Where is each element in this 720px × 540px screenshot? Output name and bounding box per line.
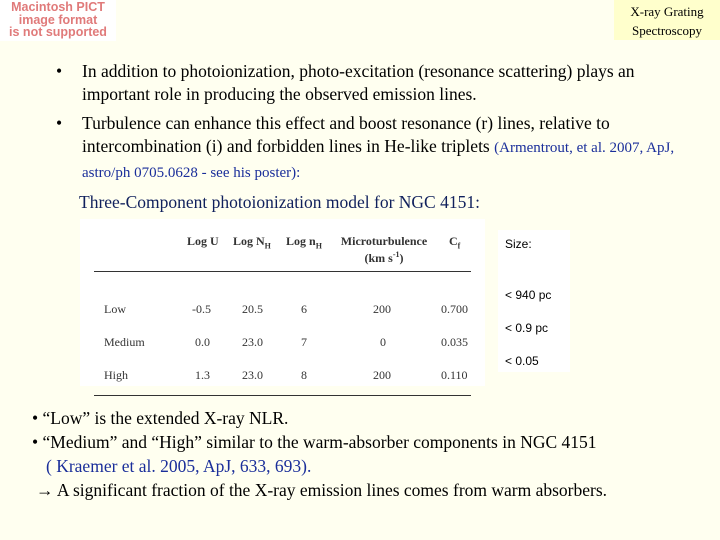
- cell-log-nh: 20.5: [242, 302, 263, 316]
- cell-log-n: 7: [301, 335, 307, 349]
- pict-line-2: image format: [18, 12, 98, 27]
- note-citation: ( Kraemer et al. 2005, ApJ, 633, 693).: [46, 456, 312, 476]
- size-column: [498, 230, 570, 372]
- cell-log-u: 0.0: [195, 335, 210, 349]
- bullet-list: [56, 60, 696, 191]
- row-name: High: [104, 368, 128, 382]
- cell-micro: 200: [373, 302, 391, 316]
- corner-label: [614, 0, 720, 40]
- bullet-citation: (Armentrout, et al. 2007, ApJ, astro/ph 0705.0628 - see his poster):: [82, 140, 675, 181]
- cell-log-n: 6: [301, 302, 307, 316]
- row-name: Medium: [104, 335, 145, 349]
- bullet-item: [56, 60, 696, 106]
- note-medium-high: • “Medium” and “High” similar to the warm-absorber components in NGC 4151: [32, 432, 597, 452]
- cell-log-nh: 23.0: [242, 368, 263, 382]
- size-header: Size:: [505, 237, 532, 251]
- cell-cf: 0.110: [441, 368, 468, 382]
- cell-log-u: 1.3: [195, 368, 210, 382]
- bullet-item: [56, 112, 696, 185]
- subheading: Three-Component photoionization model for NGC 4151:: [79, 192, 480, 212]
- table-bottom-rule: [94, 395, 471, 396]
- table-header: [94, 229, 471, 272]
- model-table: [80, 219, 485, 386]
- bullet-text: In addition to photoionization, photo-excitation (resonance scattering) plays an important role in producing the observed emission lines.: [82, 61, 635, 104]
- table-row: [94, 356, 471, 389]
- cell-cf: 0.035: [441, 335, 468, 349]
- bullet-dot: •: [56, 113, 63, 133]
- corner-line-2: Spectroscopy: [631, 23, 703, 38]
- size-value: < 940 pc: [505, 288, 552, 302]
- table-row: [94, 290, 471, 323]
- pict-line-1: Macintosh PICT: [11, 0, 105, 14]
- row-name: Low: [104, 302, 126, 316]
- cell-micro: 200: [373, 368, 391, 382]
- header-log-nh-density: Log $n_H$: [286, 234, 322, 251]
- cell-micro: 0: [380, 335, 386, 349]
- bullet-text: Turbulence can enhance this effect and boost resonance (r) lines, relative to intercombination (i) and forbidden lines in He-like triplets: [82, 113, 610, 156]
- cell-cf: 0.700: [441, 302, 468, 316]
- bullet-dot: •: [56, 61, 63, 81]
- note-conclusion: → A significant fraction of the X-ray emission lines comes from warm absorbers.: [36, 480, 608, 500]
- cell-log-u: -0.5: [192, 302, 211, 316]
- table-row: [94, 323, 471, 356]
- size-value: < 0.9 pc: [505, 321, 549, 335]
- size-value: < 0.05: [505, 354, 539, 368]
- corner-line-1: X-ray Grating: [630, 4, 704, 19]
- header-cf: $C_f$: [449, 234, 461, 251]
- notes-block: [32, 406, 712, 502]
- note-low: • “Low” is the extended X-ray NLR.: [32, 408, 289, 428]
- header-log-nh: Log $N_H$: [233, 234, 271, 251]
- cell-log-nh: 23.0: [242, 335, 263, 349]
- pict-line-3: is not supported: [9, 25, 107, 39]
- header-log-u: Log U: [187, 234, 219, 248]
- header-microturbulence: Microturbulence (km $s^{-1}$): [340, 234, 428, 265]
- pict-placeholder: [0, 0, 116, 41]
- cell-log-n: 8: [301, 368, 307, 382]
